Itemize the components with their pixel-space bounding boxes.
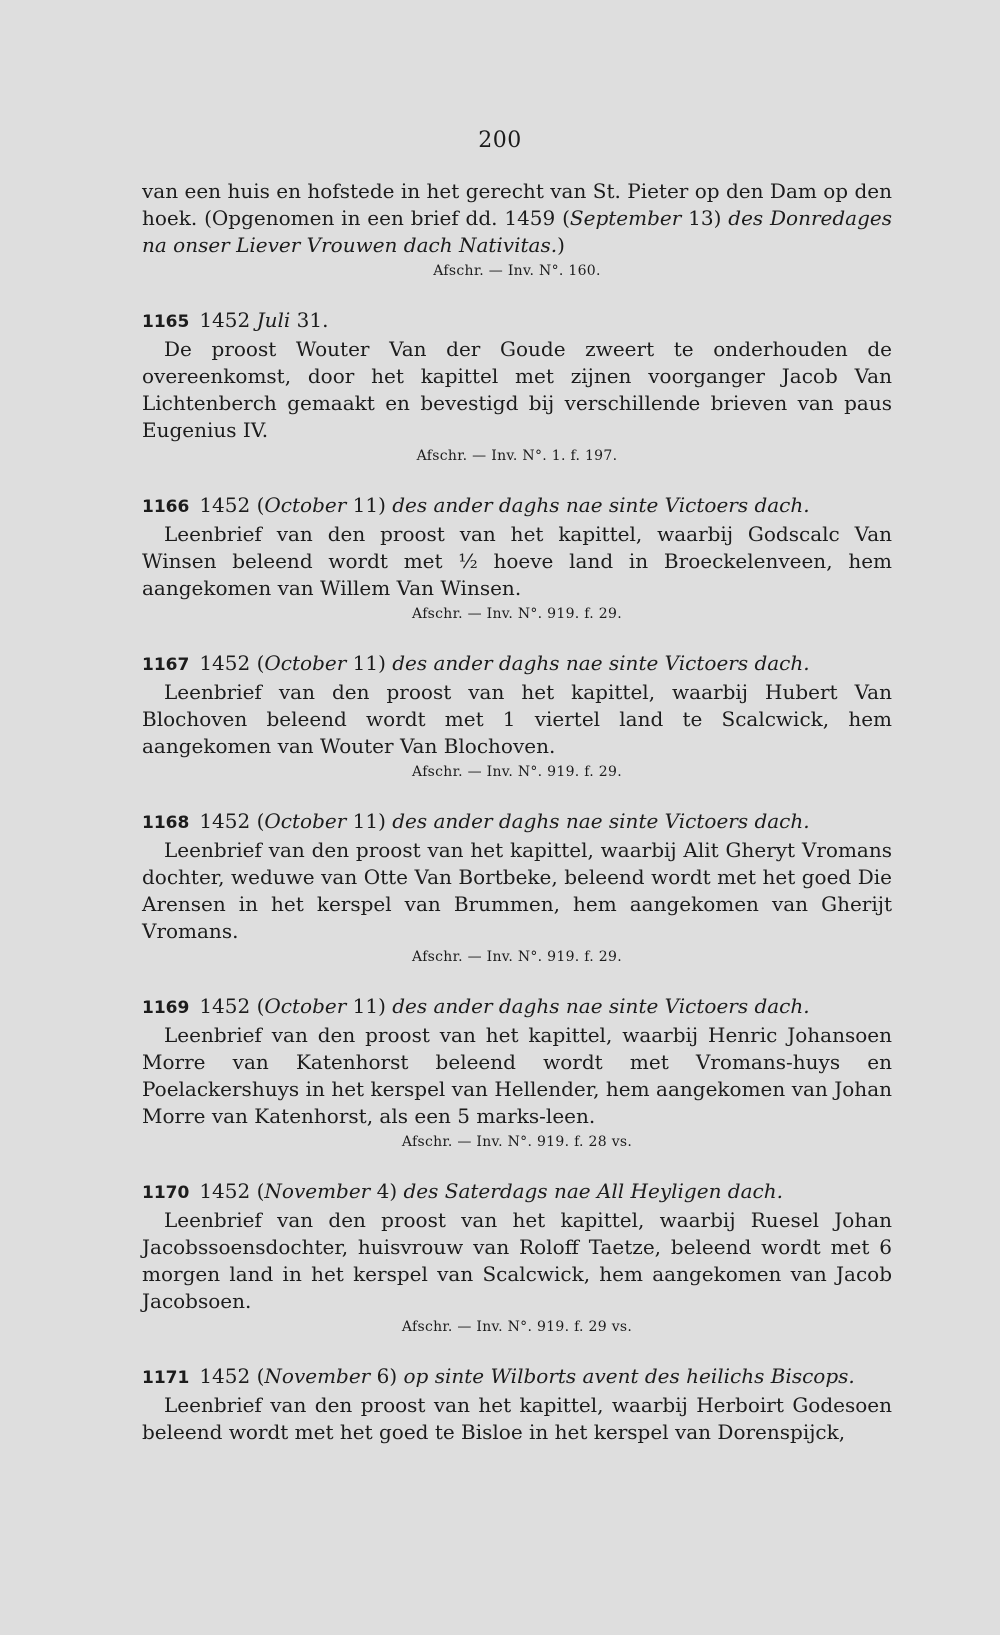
entry-month: Juli (256, 308, 291, 332)
intro-source: Afschr. — Inv. N°. 160. (433, 263, 601, 279)
entry-heading: 1167 1452 (October 11) des ander daghs nae sinte Victoers dach. (142, 651, 810, 675)
entry-source: Afschr. — Inv. N°. 919. f. 29. (412, 606, 622, 622)
entry-body: Leenbrief van den proost van het kapittel, waarbij Henric Johansoen Morre van Katenhorst beleend wordt met Vromans-huys en Poelackershuys in het kerspel van Hellender, hem aangekomen van Johan Morre van Katenhorst, als een 5 marks-leen. (142, 1023, 892, 1128)
entry-number: 1166 (142, 497, 190, 517)
entry-number: 1165 (142, 312, 190, 332)
entry-number: 1168 (142, 813, 190, 833)
entry-year: 1452 (199, 1179, 251, 1203)
entry-feast-date: des ander daghs nae sinte Victoers dach. (392, 994, 810, 1018)
entry-body: De proost Wouter Van der Goude zweert te onderhouden de overeenkomst, door het kapittel met zijnen voorganger Jacob Van Lichtenberch gemaakt en bevestigd bij verschillende brieven van paus Eugenius IV. (142, 337, 892, 442)
entry-source: Afschr. — Inv. N°. 919. f. 29 vs. (401, 1319, 633, 1335)
intro-text-3: ) (557, 233, 565, 257)
entry-day: 6) (370, 1364, 398, 1388)
entry-source: Afschr. — Inv. N°. 919. f. 29. (412, 764, 622, 780)
entry-heading: 1171 1452 (November 6) op sinte Wilborts avent des heilichs Biscops. (142, 1364, 855, 1388)
entry-year: 1452 (199, 651, 251, 675)
entry-day: 11) (346, 809, 386, 833)
entry-month: November (264, 1179, 371, 1203)
entry (142, 993, 892, 1152)
text-column (142, 178, 892, 1446)
entry-month: October (264, 651, 347, 675)
entry-day: 11) (346, 493, 386, 517)
entry-number: 1167 (142, 655, 190, 675)
entry-number: 1171 (142, 1368, 190, 1388)
page-number: 200 (478, 128, 522, 153)
entry-day: 31. (290, 308, 329, 332)
entry-feast-date: op sinte Wilborts avent des heilichs Biscops. (403, 1364, 855, 1388)
entry-year: 1452 (199, 994, 251, 1018)
entry-body: Leenbrief van den proost van het kapittel, waarbij Alit Gheryt Vromans dochter, weduwe van Otte Van Bortbeke, beleend wordt met het goed Die Arensen in het kerspel van Brummen, hem aangekomen van Gherijt Vromans. (142, 838, 892, 943)
entry-year: 1452 (199, 1364, 251, 1388)
entry-month: October (264, 493, 347, 517)
entry-body: Leenbrief van den proost van het kapittel, waarbij Ruesel Johan Jacobssoensdochter, huisvrouw van Roloff Taetze, beleend wordt met 6 morgen land in het kerspel van Scalcwick, hem aangekomen van Jacob Jacobsoen. (142, 1208, 892, 1313)
entry (142, 307, 892, 466)
entry (142, 808, 892, 967)
entry-year: 1452 (199, 493, 251, 517)
entry-heading (142, 307, 892, 336)
entry-feast-date: des ander daghs nae sinte Victoers dach. (392, 809, 810, 833)
entry-day: 11) (346, 994, 386, 1018)
entry-source: Afschr. — Inv. N°. 919. f. 28 vs. (401, 1134, 633, 1150)
intro-italic: September (569, 206, 682, 230)
entry (142, 1178, 892, 1337)
entry-month: November (264, 1364, 371, 1388)
entry-year: 1452 (199, 308, 251, 332)
entry-number: 1170 (142, 1183, 190, 1203)
entry-month: October (264, 994, 347, 1018)
entry-source: Afschr. — Inv. N°. 919. f. 29. (412, 949, 622, 965)
entry-month: October (264, 809, 347, 833)
entry (142, 492, 892, 624)
entry-feast-date: des ander daghs nae sinte Victoers dach. (392, 493, 810, 517)
entry (142, 1363, 892, 1446)
entries-list (142, 307, 892, 1446)
intro-paragraph (142, 178, 892, 259)
entry-body: Leenbrief van den proost van het kapittel, waarbij Hubert Van Blochoven beleend wordt met 1 viertel land te Scalcwick, hem aangekomen van Wouter Van Blochoven. (142, 680, 892, 758)
entry-body: Leenbrief van den proost van het kapittel, waarbij Godscalc Van Winsen beleend wordt met ½ hoeve land in Broeckelenveen, hem aangekomen van Willem Van Winsen. (142, 522, 892, 600)
entry-heading: 1166 1452 (October 11) des ander daghs nae sinte Victoers dach. (142, 493, 810, 517)
entry-day: 4) (370, 1179, 398, 1203)
entry-source: Afschr. — Inv. N°. 1. f. 197. (416, 448, 618, 464)
entry-body: Leenbrief van den proost van het kapittel, waarbij Herboirt Godesoen beleend wordt met het goed te Bisloe in het kerspel van Dorenspijck, (142, 1393, 892, 1444)
entry-year: 1452 (199, 809, 251, 833)
entry-number: 1169 (142, 998, 190, 1018)
entry-feast-date: des ander daghs nae sinte Victoers dach. (392, 651, 810, 675)
entry-heading: 1170 1452 (November 4) des Saterdags nae All Heyligen dach. (142, 1179, 783, 1203)
intro-text: van een huis en hofstede in het gerecht van St. Pieter op den Dam op den hoek. (Opgenomen in een brief dd. 1459 ( (142, 179, 892, 230)
intro-italic-2: des Donredages na onser Liever Vrouwen dach Nativitas. (142, 206, 892, 257)
entry-heading: 1168 1452 (October 11) des ander daghs nae sinte Victoers dach. (142, 809, 810, 833)
entry-day: 11) (346, 651, 386, 675)
entry (142, 650, 892, 782)
entry-feast-date: des Saterdags nae All Heyligen dach. (403, 1179, 783, 1203)
entry-heading: 1169 1452 (October 11) des ander daghs nae sinte Victoers dach. (142, 994, 810, 1018)
intro-text-2: 13) (681, 206, 729, 230)
